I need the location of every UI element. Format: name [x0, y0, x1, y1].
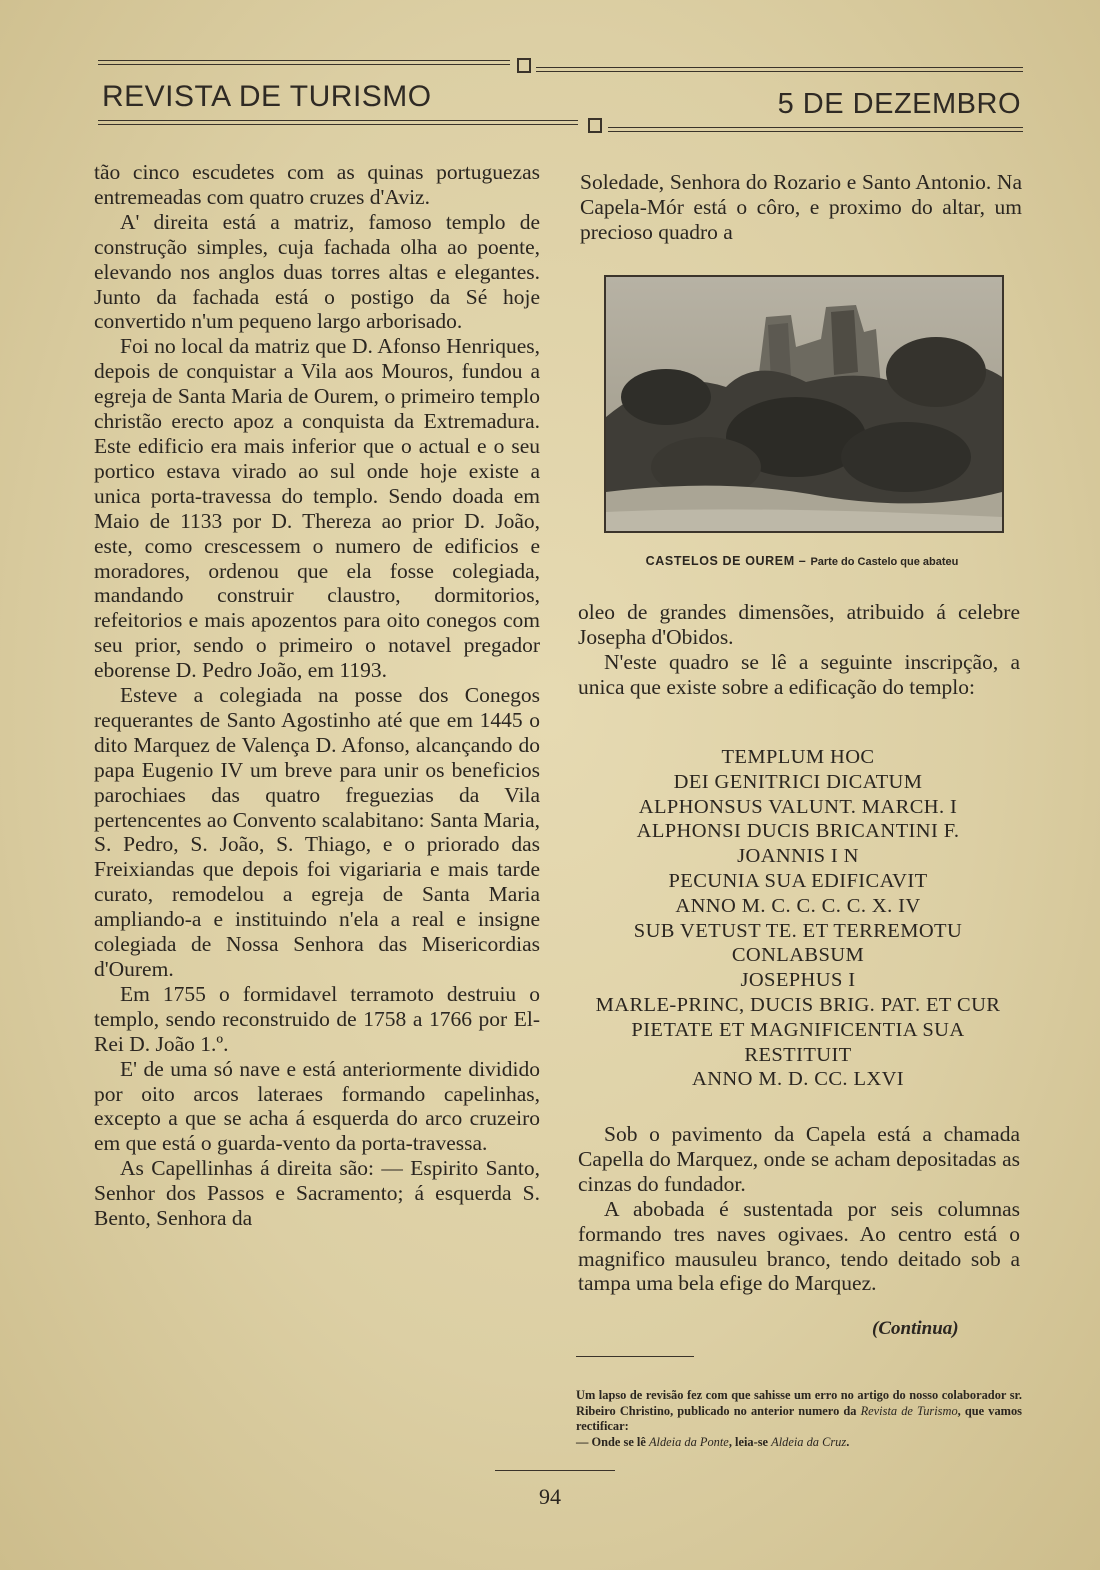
- erratum-text: , que vamos rectificar:: [576, 1403, 1023, 1434]
- header-ornament-top: [517, 58, 531, 73]
- magazine-title: REVISTA DE TURISMO: [102, 80, 432, 113]
- erratum-text: — Onde se lê: [576, 1434, 649, 1449]
- paragraph: oleo de grandes dimensões, atribuido á celebre Josepha d'Obidos.: [578, 600, 1020, 649]
- photo-caption: [604, 554, 1000, 568]
- paragraph: E' de uma só nave e está anteriormente dividido por oito arcos lateraes formando capelinhas, excepto a que se acha á esquerda do arco cruzeiro em que está o guarda-vento da porta-travessa.: [94, 1056, 540, 1156]
- inscription-line: TEMPLUM HOC: [721, 746, 875, 768]
- page-number-rule: [495, 1470, 615, 1471]
- paragraph: Esteve a colegiada na posse dos Conegos requerantes de Santo Agostinho até que em 1445 o dito Marquez de Valença D. Afonso, alcançando do papa Eugenio IV um breve para unir os beneficios parochiaes das quatro freguezias da Vila pertencentes ao Convento scalabitano: Santa Maria, S. Pedro, S. João, S. Thiago, e o priorado das Freixiandas que depois foi vigariaria e mais tarde curato, remodelou a egreja de Santa Maria ampliando-a e instituindo n'ela a real e insigne colegiada de Nossa Senhora das Misericordias d'Ourem.: [94, 683, 540, 981]
- header-rule-top-left-2: [98, 64, 510, 65]
- paragraph: Em 1755 o formidavel terramoto destruiu o templo, sendo reconstruido de 1758 a 1766 por El-Rei D. João 1.º.: [94, 981, 540, 1056]
- header-rule-bottom-right-2: [608, 131, 1023, 132]
- right-column-bottom: [578, 600, 1020, 700]
- paragraph: A abobada é sustentada por seis columnas formando tres naves ogivaes. Ao centro está o magnifico mausuleu branco, tendo deitado sob a tampa uma bela efige do Marquez.: [578, 1196, 1020, 1296]
- inscription-line: ALPHONSI DUCIS BRICANTINI F.: [636, 820, 960, 843]
- page-number: 94: [539, 1484, 561, 1509]
- header-rule-bottom-left-2: [98, 124, 578, 125]
- right-column-end: [578, 1122, 1020, 1296]
- right-column-top: [580, 170, 1022, 245]
- inscription-line: CONLABSUM: [731, 944, 865, 967]
- latin-inscription: [572, 745, 1024, 1092]
- paragraph: N'este quadro se lê a seguinte inscripção, a unica que existe sobre a edificação do templo:: [578, 649, 1020, 699]
- paragraph: Sob o pavimento da Capela está a chamada Capella do Marquez, onde se acham depositadas as cinzas do fundador.: [578, 1122, 1020, 1196]
- inscription-line: PIETATE ET MAGNIFICENTIA SUA: [631, 1018, 965, 1041]
- erratum-text: .: [846, 1434, 850, 1449]
- paragraph: A' direita está a matriz, famoso templo de construção simples, cuja fachada olha ao poente, elevando nos anglos duas torres altas e elegantes. Junto da fachada está o postigo da Sé hoje convertido n'um pequeno largo arborisado.: [94, 209, 540, 334]
- inscription-line: SUB VETUST TE. ET TERREMOTU: [633, 919, 963, 942]
- continued-note: (Continua): [872, 1318, 959, 1339]
- castle-photo-illustration: [606, 277, 1002, 531]
- inscription-line: ANNO M. C. C. C. C. X. IV: [675, 894, 921, 917]
- header-rule-top-right-2: [536, 71, 1023, 72]
- inscription-line: DEI GENITRICI DICATUM: [673, 770, 923, 793]
- paragraph: As Capellinhas á direita são: — Espirito Santo, Senhor dos Passos e Sacramento; á esquerda S. Bento, Senhora da: [94, 1156, 540, 1231]
- paragraph: tão cinco escudetes com as quinas portuguezas entremeadas com quatro cruzes d'Aviz.: [94, 160, 540, 209]
- caption-main: CASTELOS DE OUREM: [645, 554, 795, 568]
- erratum-correct-name: Aldeia da Cruz: [771, 1434, 847, 1449]
- inscription-line: RESTITUIT: [744, 1043, 852, 1066]
- left-column: [94, 160, 540, 1231]
- header-rule-bottom-left: [98, 120, 578, 121]
- header-rule-top-right: [536, 67, 1023, 68]
- erratum-note: [576, 1388, 1022, 1450]
- paragraph: Foi no local da matriz que D. Afonso Henriques, depois de conquistar a Vila aos Mouros, fundou a egreja de Santa Maria de Ourem, o primeiro templo christão erecto apoz a conquista da Extremadura. Este edificio era mais inferior que o actual e o seu portico estava virado ao sul onde hoje existe a unica porta-travessa do templo. Sendo doada em Maio de 1133 por D. Thereza ao prior D. João, este, como crescessem o numero de edificios e moradores, ordenou que ela fosse colegiada, mandando construir claustro, dormitorios, refeitorios e mais apozentos para oito conegos com seu prior, sendo o primeiro o notavel pregador eborense D. Pedro João, em 1193.: [94, 334, 540, 683]
- header-rule-top-left: [98, 60, 510, 61]
- issue-date: 5 DE DEZEMBRO: [777, 88, 1021, 120]
- inscription-line: PECUNIA SUA EDIFICAVIT: [668, 869, 928, 892]
- erratum-magazine-name: Revista de Turismo: [860, 1403, 958, 1418]
- castle-photo: [604, 275, 1004, 533]
- inscription-line: ALPHONSUS VALUNT. MARCH. I: [638, 795, 958, 818]
- inscription-line: JOANNIS I N: [737, 845, 859, 868]
- header-rule-bottom-right: [608, 127, 1023, 128]
- inscription-line: ANNO M. D. CC. LXVI: [691, 1068, 905, 1091]
- paragraph: Soledade, Senhora do Rozario e Santo Antonio. Na Capela-Mór está o côro, e proximo do altar, um precioso quadro a: [580, 170, 1022, 244]
- erratum-text: , leia-se: [728, 1434, 772, 1449]
- footnote-rule: [576, 1356, 694, 1357]
- page-header: [98, 58, 1023, 130]
- caption-sub: Parte do Castelo que abateu: [810, 556, 959, 568]
- erratum-wrong-name: Aldeia da Ponte: [648, 1434, 729, 1449]
- inscription-line: JOSEPHUS I: [740, 969, 856, 992]
- erratum-text: Um lapso de revisão fez com que sahisse um erro no artigo do nosso colaborador sr. Ribeiro Christino, publicado no anterior numero da: [576, 1388, 1022, 1418]
- header-ornament-bottom: [588, 118, 602, 133]
- caption-separator: –: [794, 554, 811, 568]
- inscription-line: MARLE-PRINC, DUCIS BRIG. PAT. ET CUR: [595, 993, 1001, 1016]
